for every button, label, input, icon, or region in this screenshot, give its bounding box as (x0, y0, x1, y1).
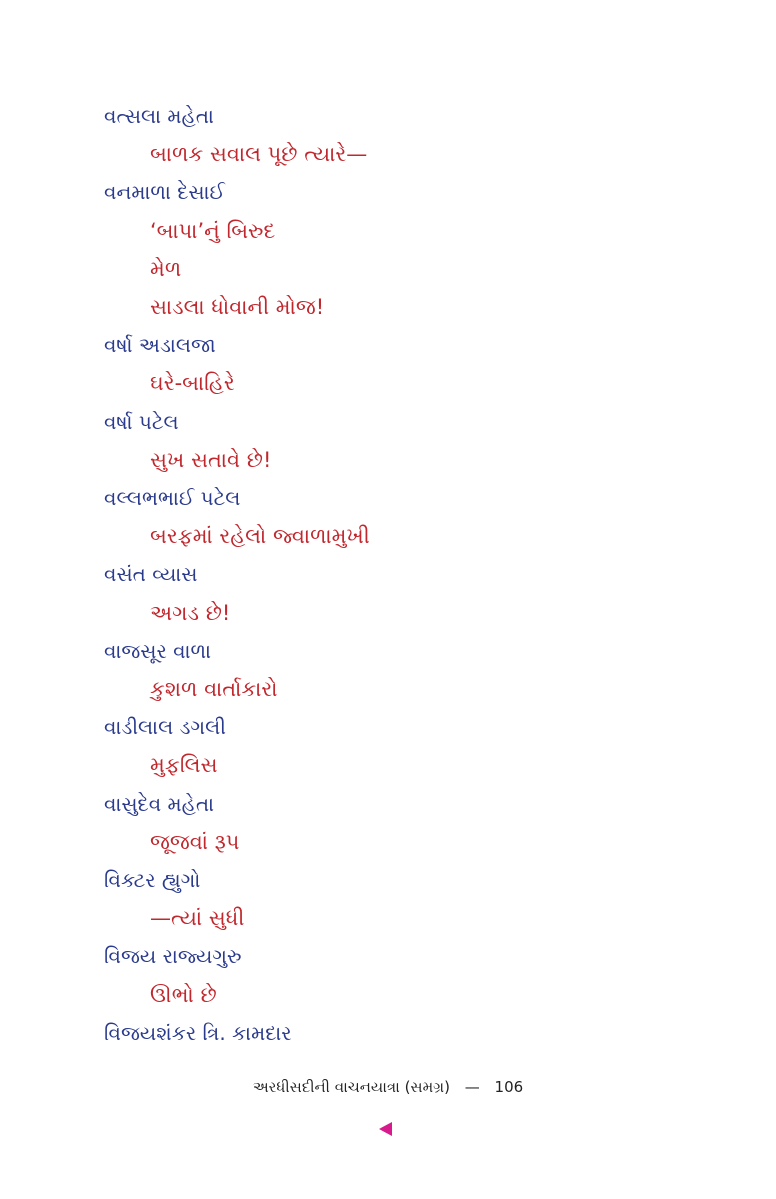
article-title[interactable]: મુફલિસ (150, 753, 218, 778)
author-name: વાડીલાલ ડગલી (104, 715, 226, 740)
article-title[interactable]: —ત્યાં સુધી (150, 906, 245, 931)
page-footer (0, 1078, 776, 1096)
author-name: વાસુદેવ મહેતા (104, 791, 215, 816)
author-name: વર્ષા પટેલ (104, 409, 179, 434)
article-title[interactable]: અગડ છે! (150, 600, 231, 625)
article-title[interactable]: જૂજવાં રૂપ (150, 829, 240, 854)
article-title[interactable]: કુશળ વાર્તાકારો (150, 677, 278, 701)
article-title[interactable]: બાળક સવાલ પૂછે ત્યારે— (150, 142, 368, 167)
article-title[interactable]: ઊભો છે (150, 982, 217, 1007)
book-title: અરધીસદીની વાચનયાત્રા (સમગ્ર) (252, 1078, 450, 1096)
article-title[interactable]: સુખ સતાવે છે! (150, 447, 272, 472)
author-name: વિક્ટર હ્યુગો (104, 868, 201, 892)
author-name: વર્ષા અડાલજા (104, 333, 216, 358)
article-title[interactable]: ઘરે-બાહિરે (150, 371, 235, 396)
author-name: વલ્લભભાઈ પટેલ (104, 486, 241, 510)
author-name: વાજસૂર વાળા (104, 638, 212, 663)
author-name: વિજયશંકર ત્રિ. કામદાર (104, 1020, 292, 1045)
back-arrow-icon[interactable] (379, 1122, 392, 1136)
article-title[interactable]: મેળ (150, 256, 182, 281)
article-title[interactable]: બરફમાં રહેલો જ્વાળામુખી (150, 524, 370, 549)
footer-separator: — (464, 1078, 480, 1096)
author-name: વિજય રાજ્યગુરુ (104, 944, 242, 969)
author-name: વનમાળા દેસાઈ (104, 180, 225, 205)
article-title[interactable]: ‘બાપા’નું બિરુદ (150, 218, 276, 243)
page-number: 106 (494, 1078, 524, 1096)
author-name: વત્સલા મહેતા (104, 104, 214, 128)
article-title[interactable]: સાડલા ધોવાની મોજ! (150, 295, 325, 319)
author-name: વસંત વ્યાસ (104, 562, 198, 587)
